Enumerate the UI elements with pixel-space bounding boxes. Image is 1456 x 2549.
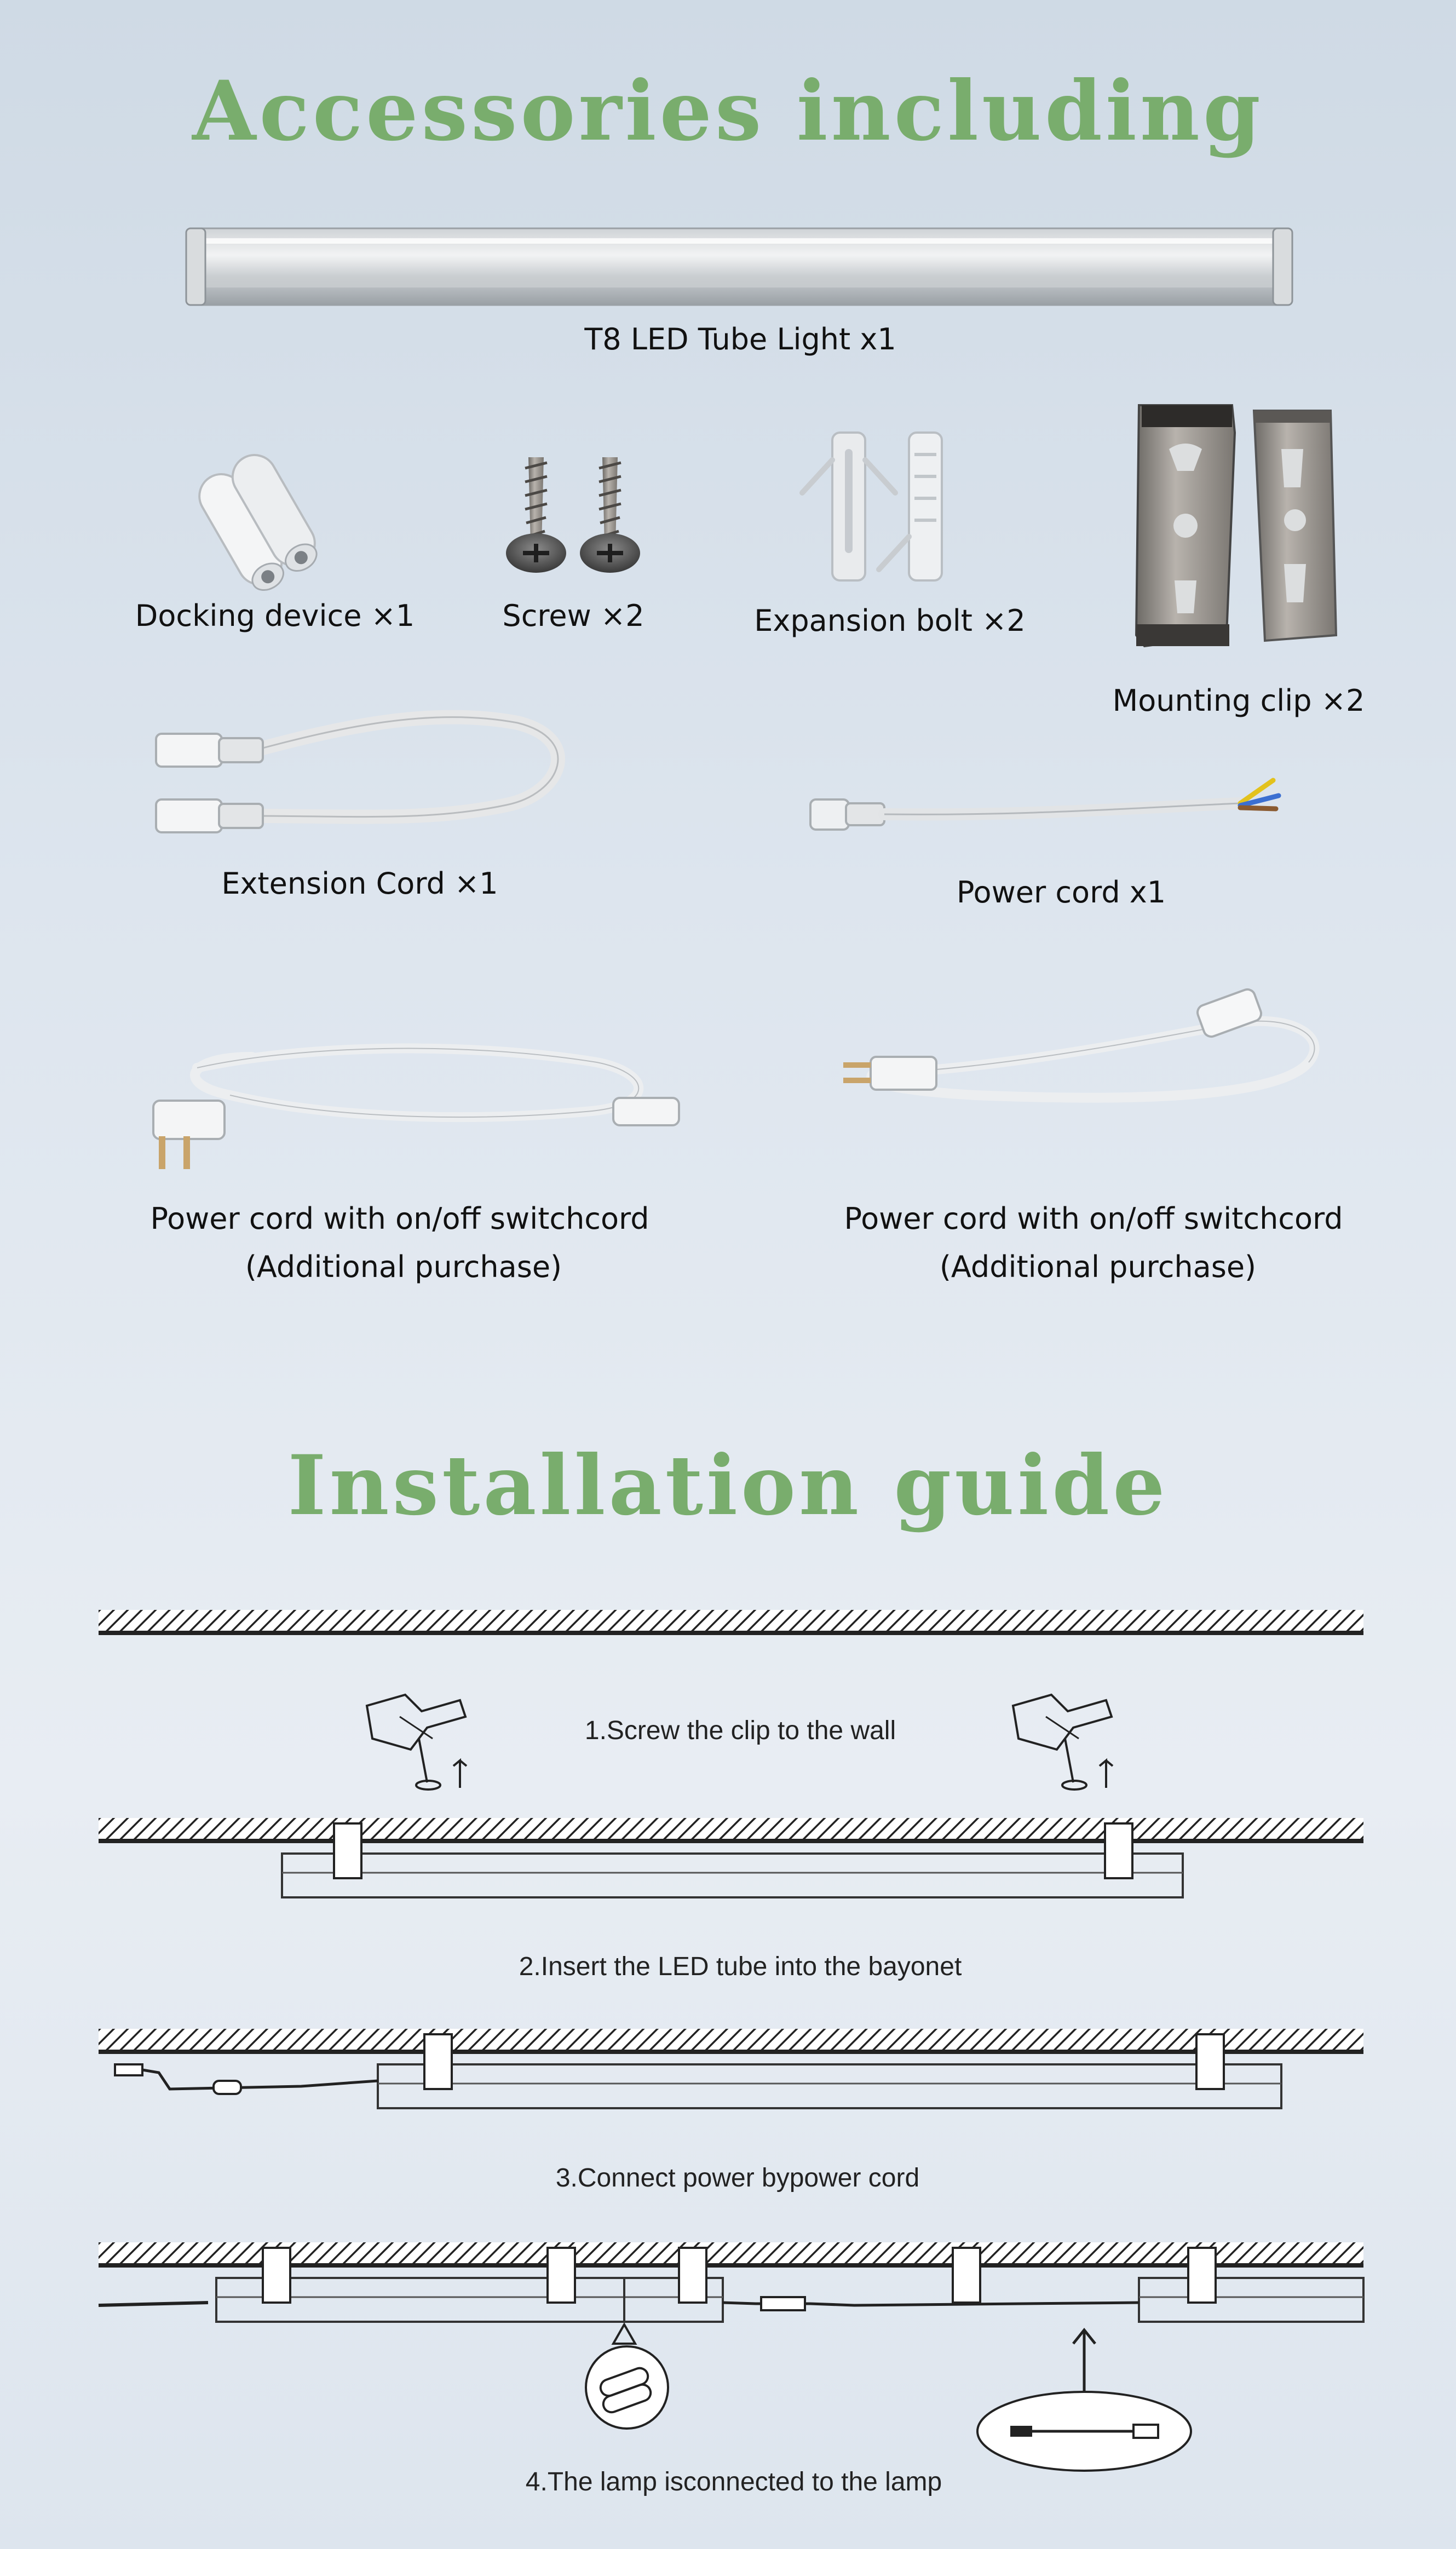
step1-ceiling [99, 1610, 1363, 1637]
expansion-bolt-image [791, 427, 966, 586]
extension-cord-label: Extension Cord ×1 [221, 866, 498, 901]
power-cord-image [808, 769, 1290, 846]
led-tube-label: T8 LED Tube Light x1 [584, 322, 896, 356]
step3-label: 3.Connect power bypower cord [555, 2164, 920, 2193]
step1-clip-right-icon [997, 1684, 1139, 1793]
step1-clip-left-icon [350, 1684, 493, 1793]
docking-device-image [175, 424, 339, 583]
screw-label: Screw ×2 [502, 599, 644, 633]
step1-label: 1.Screw the clip to the wall [584, 1716, 896, 1745]
mounting-clip-image [1128, 394, 1358, 657]
extension-cord-image [145, 706, 578, 843]
switch-cord-left-line2: (Additional purchase) [245, 1250, 562, 1284]
switch-cord-right-line1: Power cord with on/off switchcord [844, 1201, 1343, 1236]
step4-label: 4.The lamp isconnected to the lamp [525, 2467, 942, 2496]
switch-cord-right-image [838, 975, 1347, 1139]
accessories-heading: Accessories including [192, 63, 1264, 159]
installation-heading: Installation guide [287, 1437, 1169, 1534]
docking-device-label: Docking device ×1 [135, 599, 415, 633]
power-cord-label: Power cord x1 [956, 875, 1166, 910]
switch-cord-right-line2: (Additional purchase) [939, 1250, 1257, 1284]
mounting-clip-label: Mounting clip ×2 [1112, 683, 1365, 718]
step2-label: 2.Insert the LED tube into the bayonet [519, 1952, 962, 1981]
step3-diagram [99, 2029, 1363, 2127]
switch-cord-left-line1: Power cord with on/off switchcord [150, 1201, 649, 1236]
led-tube-image [186, 222, 1292, 315]
step4-diagram [99, 2242, 1363, 2461]
expansion-bolt-label: Expansion bolt ×2 [754, 603, 1026, 638]
step2-diagram [99, 1818, 1363, 1917]
screw-image [496, 446, 649, 580]
switch-cord-left-image [131, 1035, 695, 1183]
